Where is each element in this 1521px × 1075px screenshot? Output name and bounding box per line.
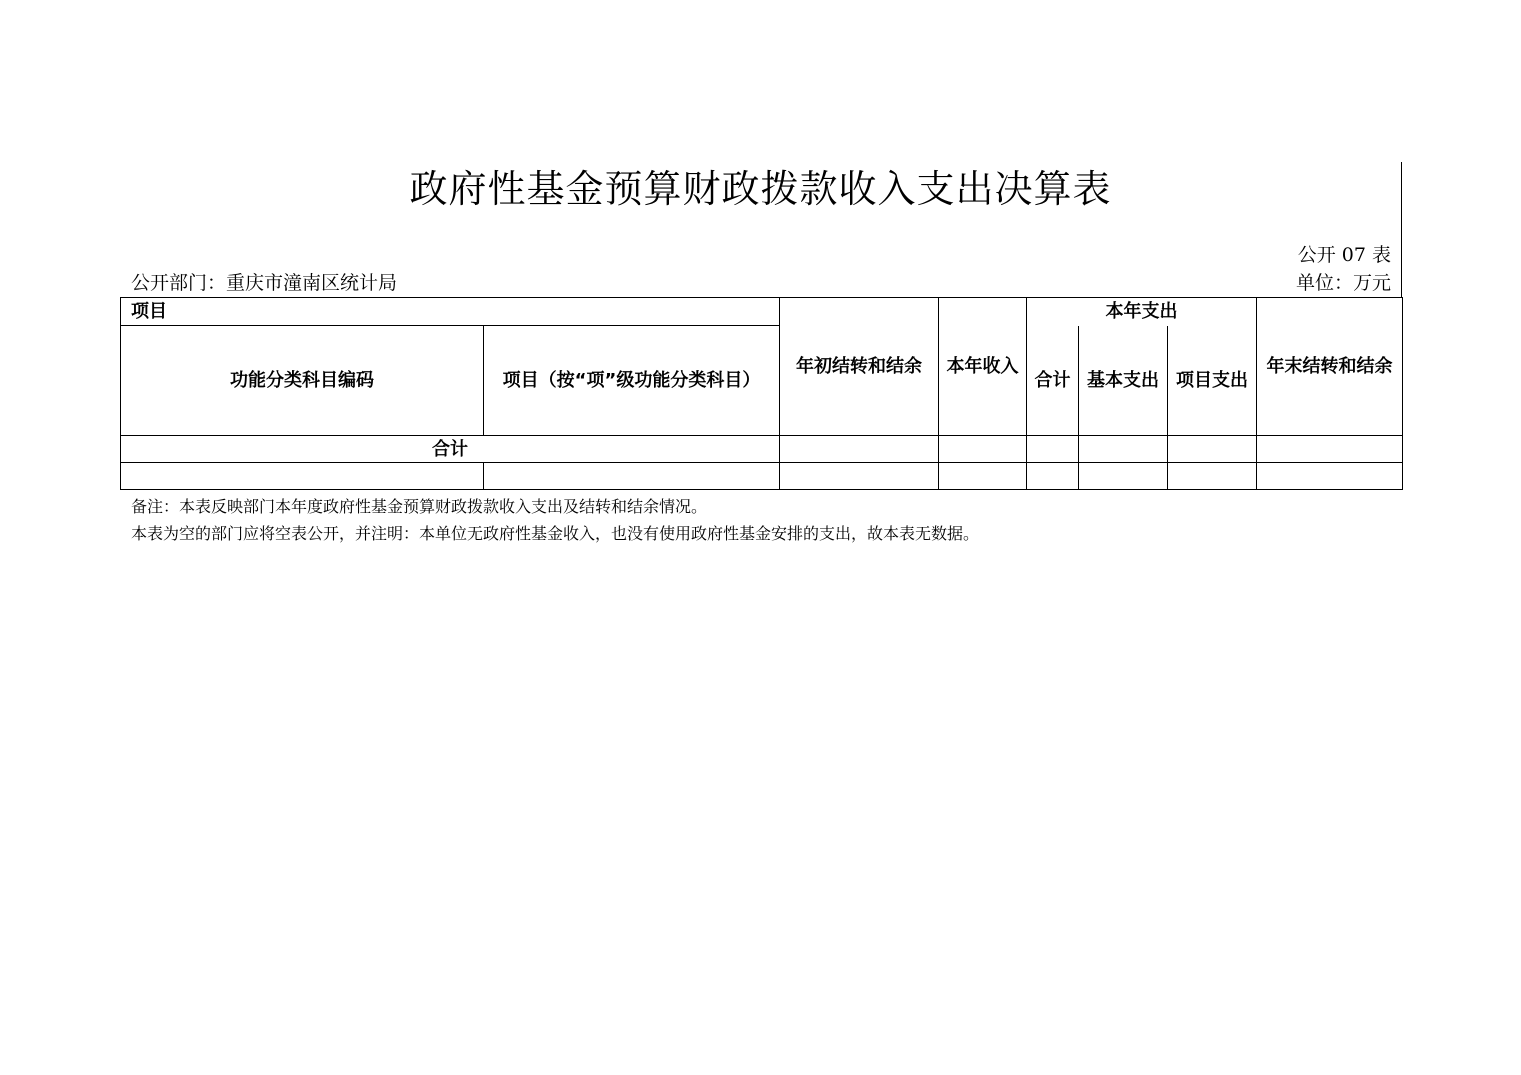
header-opening-balance: 年初结转和结余 bbox=[780, 298, 939, 436]
header-expense-group: 本年支出 bbox=[1027, 298, 1257, 326]
header-row-1 bbox=[121, 298, 1403, 326]
header-closing-balance: 年末结转和结余 bbox=[1257, 298, 1403, 436]
budget-table bbox=[120, 297, 1403, 490]
header-expense-total: 合计 bbox=[1027, 326, 1079, 436]
department-label: 公开部门：重庆市潼南区统计局 bbox=[131, 272, 398, 294]
total-row bbox=[121, 436, 1403, 463]
table-row bbox=[121, 463, 1403, 490]
data-cell bbox=[1027, 463, 1079, 490]
total-cell bbox=[1027, 436, 1079, 463]
note-remark: 备注：本表反映部门本年度政府性基金预算财政拨款收入支出及结转和结余情况。 bbox=[131, 497, 708, 516]
data-cell bbox=[939, 463, 1027, 490]
total-cell bbox=[1257, 436, 1403, 463]
table-number: 公开 07 表 bbox=[1297, 244, 1391, 266]
header-income: 本年收入 bbox=[939, 298, 1027, 436]
data-cell bbox=[1257, 463, 1403, 490]
note-empty-statement: 本表为空的部门应将空表公开，并注明：本单位无政府性基金收入，也没有使用政府性基金安排的支出，故本表无数据。 bbox=[131, 524, 980, 543]
page-title: 政府性基金预算财政拨款收入支出决算表 bbox=[409, 167, 1112, 211]
total-label: 合计 bbox=[121, 436, 780, 463]
total-cell bbox=[939, 436, 1027, 463]
unit-label: 单位：万元 bbox=[1295, 272, 1391, 294]
header-code: 功能分类科目编码 bbox=[121, 326, 484, 436]
data-cell bbox=[1168, 463, 1257, 490]
total-cell bbox=[1168, 436, 1257, 463]
total-cell bbox=[1079, 436, 1168, 463]
header-project: 项目 bbox=[121, 298, 780, 326]
data-cell bbox=[780, 463, 939, 490]
data-cell bbox=[1079, 463, 1168, 490]
total-cell bbox=[780, 436, 939, 463]
header-row-2 bbox=[121, 326, 1403, 436]
data-cell bbox=[484, 463, 780, 490]
header-basic-expense: 基本支出 bbox=[1079, 326, 1168, 436]
data-cell bbox=[121, 463, 484, 490]
header-project-expense: 项目支出 bbox=[1168, 326, 1257, 436]
header-item-name: 项目（按“项”级功能分类科目） bbox=[484, 326, 780, 436]
